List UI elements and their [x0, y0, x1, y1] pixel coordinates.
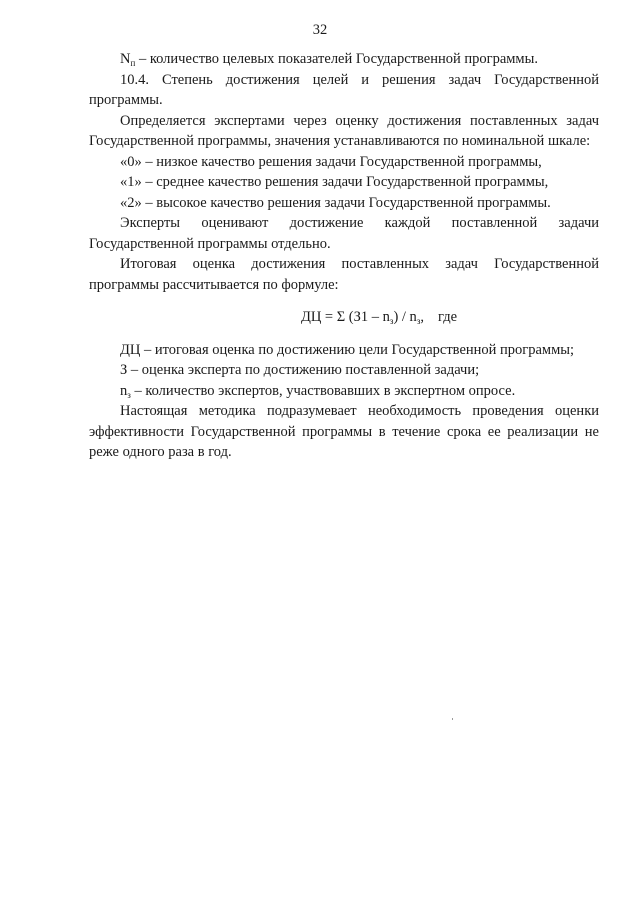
- formula: [89, 307, 599, 328]
- scale-item-2: «2» – высокое качество решения задачи Государственной программы.: [120, 194, 551, 211]
- document-body: [89, 49, 599, 463]
- formula-sub-1: з: [389, 316, 394, 326]
- paragraph-expert-definition: Определяется экспертами через оценку достижения поставленных задач Государственной программы, значения устанавливаются по номинальной шкале:: [89, 112, 599, 149]
- formula-sub-2: з: [416, 316, 421, 326]
- scale-item-1: «1» – среднее качество решения задачи Государственной программы,: [120, 174, 549, 190]
- paragraph-np: [89, 49, 599, 70]
- np-symbol: N: [120, 51, 131, 67]
- n-text: – количество экспертов, участвовавших в экспертном опросе.: [130, 382, 516, 399]
- definition-n: [89, 381, 599, 402]
- scale-item-0: «0» – низкое качество решения задачи Государственной программы,: [120, 153, 542, 170]
- formula-lhs: ДЦ = Σ (З1 – n: [300, 309, 390, 325]
- np-subscript: п: [130, 58, 136, 68]
- np-text: – количество целевых показателей Государственной программы.: [135, 51, 538, 67]
- section-heading-10-4: 10.4. Степень достижения целей и решения задач Государственной программы.: [89, 71, 599, 108]
- formula-where: где: [438, 309, 458, 325]
- paragraph-final-score: Итоговая оценка достижения поставленных задач Государственной программы рассчитывается по формуле:: [89, 256, 599, 293]
- formula-mid: ) / n: [393, 309, 417, 325]
- definition-z: З – оценка эксперта по достижению поставленной задачи;: [120, 362, 480, 378]
- n-subscript: з: [127, 389, 131, 400]
- scan-artifact: [452, 718, 453, 720]
- definition-dc: ДЦ – итоговая оценка по достижению цели Государственной программы;: [120, 341, 575, 358]
- page-number: 32: [312, 22, 328, 38]
- paragraph-experts-evaluate: Эксперты оценивают достижение каждой поставленной задачи Государственной программы отдельно.: [89, 215, 599, 252]
- n-symbol: n: [120, 382, 128, 399]
- formula-tail: ,: [420, 309, 424, 325]
- paragraph-closing: Настоящая методика подразумевает необходимость проведения оценки эффективности Государственной программы в течение срока ее реализации не реже одного раза в год.: [89, 403, 599, 460]
